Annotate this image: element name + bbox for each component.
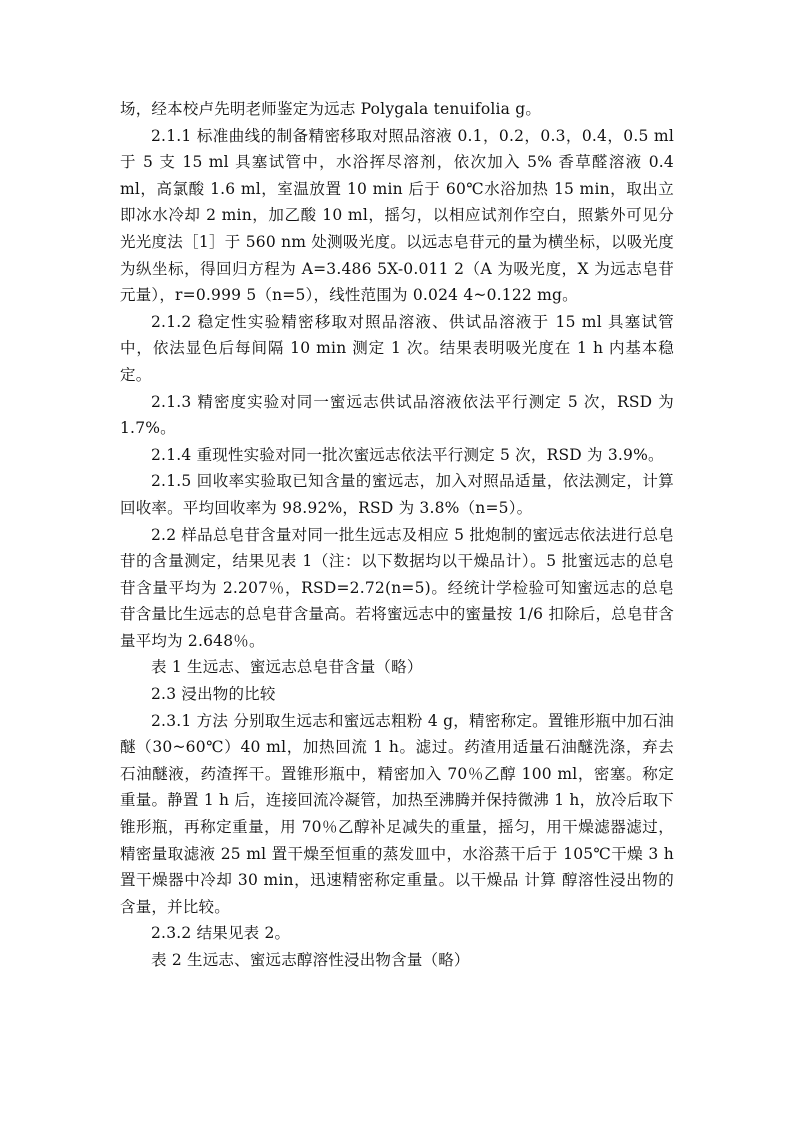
paragraph-2-1-1-standard-curve: 2.1.1 标准曲线的制备精密移取对照品溶液 0.1，0.2，0.3，0.4，0.5 ml 于 5 支 15 ml 具塞试管中，水浴挥尽溶剂，依次加入 5% 香草醛溶液 0.4 ml，高氯酸 1.6 ml，室温放置 10 min 后于 60℃水浴加热 15 min，取出立即冰水冷却 2 min，加乙酸 10 ml，摇匀，以相应试剂作空白，照紫外可见分光光度法［1］于 560 nm 处测吸光度。以远志皂苷元的量为横坐标，以吸光度为纵坐标，得回归方程为 A=3.486 5X-0.011 2（A 为吸光度，X 为远志皂苷元量），r=0.999 5（n=5），线性范围为 0.024 4~0.122 mg。 <box>120 126 674 305</box>
paragraph-2-3-1-method: 2.3.1 方法 分别取生远志和蜜远志粗粉 4 g，精密称定。置锥形瓶中加石油醚（30~60℃）40 ml，加热回流 1 h。滤过。药渣用适量石油醚洗涤，弃去石油醚液，药渣挥干。置锥形瓶中，精密加入 70％乙醇 100 ml，密塞。称定重量。静置 1 h 后，连接回流冷凝管，加热至沸腾并保持微沸 1 h，放冷后取下锥形瓶，再称定重量，用 70％乙醇补足减失的重量，摇匀，用干燥滤器滤过，精密量取滤液 25 ml 置干燥至恒重的蒸发皿中，水浴蒸干后于 105℃干燥 3 h 置干燥器中冷却 30 min，迅速精密称定重量。以干燥品 计算 醇溶性浸出物的含量，并比较。 <box>120 711 674 916</box>
paragraph-2-1-5-recovery: 2.1.5 回收率实验取已知含量的蜜远志，加入对照品适量，依法测定，计算回收率。平均回收率为 98.92%，RSD 为 3.8%（n=5）。 <box>120 472 674 517</box>
paragraph-2-1-4-reproducibility: 2.1.4 重现性实验对同一批次蜜远志依法平行测定 5 次，RSD 为 3.9%。 <box>151 445 664 464</box>
paragraph-2-3-2-results: 2.3.2 结果见表 2。 <box>151 924 291 943</box>
table-1-caption: 表 1 生远志、蜜远志总皂苷含量（略） <box>151 658 423 677</box>
paragraph-identification: 场，经本校卢先明老师鉴定为远志 Polygala tenuifolia g。 <box>120 100 542 118</box>
table-2-caption: 表 2 生远志、蜜远志醇溶性浸出物含量（略） <box>151 951 470 969</box>
body-text <box>120 96 674 974</box>
paragraph-2-1-2-stability: 2.1.2 稳定性实验精密移取对照品溶液、供试品溶液于 15 ml 具塞试管中，依法显色后每间隔 10 min 测定 1 次。结果表明吸光度在 1 h 内基本稳定。 <box>120 312 674 384</box>
section-heading-2-3: 2.3 浸出物的比较 <box>151 685 276 704</box>
paragraph-2-2-saponin-content: 2.2 样品总皂苷含量对同一批生远志及相应 5 批炮制的蜜远志依法进行总皂苷的含量测定，结果见表 1（注：以下数据均以干燥品计）。5 批蜜远志的总皂苷含量平均为 2.207％，RSD=2.72(n=5)。经统计学检验可知蜜远志的总皂苷含量比生远志的总皂苷含量高。若将蜜远志中的蜜量按 1/6 扣除后，总皂苷含量平均为 2.648％。 <box>120 525 674 650</box>
paragraph-2-1-3-precision: 2.1.3 精密度实验对同一蜜远志供试品溶液依法平行测定 5 次，RSD 为 1.7%。 <box>120 392 674 438</box>
